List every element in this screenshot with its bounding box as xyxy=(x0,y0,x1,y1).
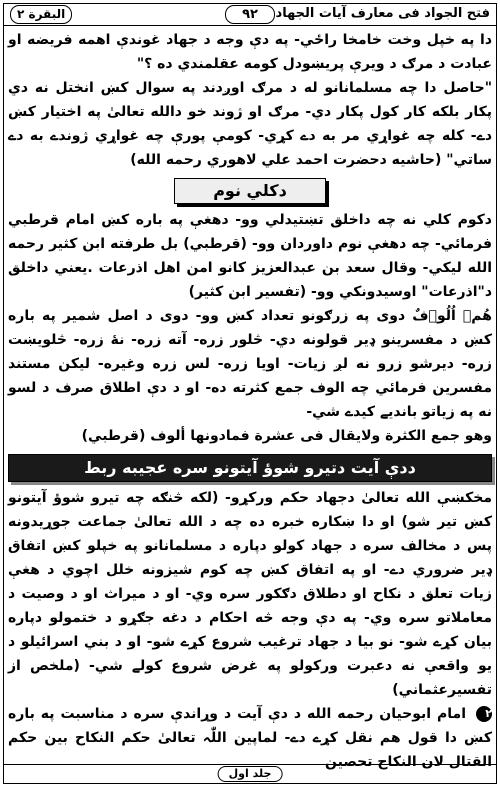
paragraph-7-text: امام ابوحیان رحمه الله د دې آیت د وړاندې سره د مناسبت په باره کښ دا قول هم نقل کړے دے- لماپین اللّٰہ تعالیٰ حکم النکاح بین حکم القتال لان النکاح تحصین xyxy=(8,706,492,770)
number-badge: ۲ xyxy=(476,706,492,722)
page-footer xyxy=(4,764,496,783)
book-title: فتح الجواد فی معارف آیات الجهاد xyxy=(275,6,490,21)
section-heading-connection: ددې آیت دتیرو شوؤ آیتونو سره عجیبه ربط xyxy=(8,454,492,482)
page-header xyxy=(4,4,496,26)
paragraph-3: دکوم کلي نه چه داخلق تښتیدلي وو- دهغې په باره کښ امام قرطبي فرمائي- چه دهغې نوم داوردان وو- (قرطبي) بل طرفته ابن کثیر رحمه الله لیکي- وقال سعد بن عبدالعزیز کانو امن اهل اذرعات .یعني داخلق د"اذرعات" اوسیدونکي وو- (تفسیر ابن کثیر) xyxy=(8,212,492,300)
sura-label: البقرة ۲ xyxy=(10,5,72,24)
main-content xyxy=(8,28,492,774)
paragraph-6: مخکښې الله تعالیٰ دجهاد حکم ورکړو- (لکه څنګه چه تیرو شوؤ آیتونو کښ تیر شو) او دا ښکاره خبره ده چه د الله تعالیٰ جماعت جوړیدونه پس د مخالف سره د جهاد کولو دپاره د مسلمانانو په خپلو کښ اتفاق ډیر ضروري دے- او په اتفاق کښ چه کوم شیزونه خلل اچوي د هغې زیات تعلق د نکاح او دطلاق دګکور سره وي- او د میراث او د وصیت د معاملاتو سره وي- په دې وجه څه احکام د دغه جګړو د ختمولو دپاره بیان کړے شو- نو بیا د جهاد ترغیب شروع کړے شو- او د بني اسرائیلو د یو واقعې نه دعبرت ورکولو په غرض شروع کولے شي- (ملخص از تفسیرعثماني) xyxy=(8,490,492,698)
paragraph-2: "حاصل دا چه مسلمانانو له د مرګ اوږدند په سوال کښ انختل نه دي پکار بلکه کار کول پکار دي- مرګ او ژوند خو دالله تعالیٰ په اختیار کښ دے- کله چه غواړي مر به دے کړي- کومې پورې چه غواړي ژوندے به دے ساتي" (حاشیه دحضرت احمد علي لاهوري رحمه الله) xyxy=(8,80,492,168)
paragraph-4-text: دوی په زرګونو تعداد کښ وو- دوی د اصل شمیر په باره کښ د مفسرینو ډیر قولونه دي- څلور زره- آته زره- نهٔ زره- څلویښت زره- دیرشو زرو نه لږ زیات- اویا زره- لس زره وغیره- لیکن مستند مفسرین فرمائي چه الوف جمع کثرته ده- او د دې اطلاق صرف د لسو نه په زیاتو بانديے کیدے شي- xyxy=(8,308,492,420)
quran-keyword: هُمۡ اُلُوۡفٌ xyxy=(412,308,492,324)
arabic-quote: وهو جمع الکثرة ولایقال فی عشرة فمادونها ألوف (قرطبي) xyxy=(81,428,492,444)
paragraph-1: دا په خپل وخت خامخا راځي- په دې وجه د جهاد غوندې اهمه فریضه او عبادت د مرګ د ویرې پریښودل کومه عقلمندي ده ؟" xyxy=(8,32,492,72)
section-heading-village-name: دکلي نوم xyxy=(174,178,326,204)
volume-label: جلد اول xyxy=(218,766,283,782)
paragraph-4 xyxy=(8,304,492,424)
page-number: ۹۲ xyxy=(225,5,275,24)
page-frame xyxy=(3,3,497,784)
